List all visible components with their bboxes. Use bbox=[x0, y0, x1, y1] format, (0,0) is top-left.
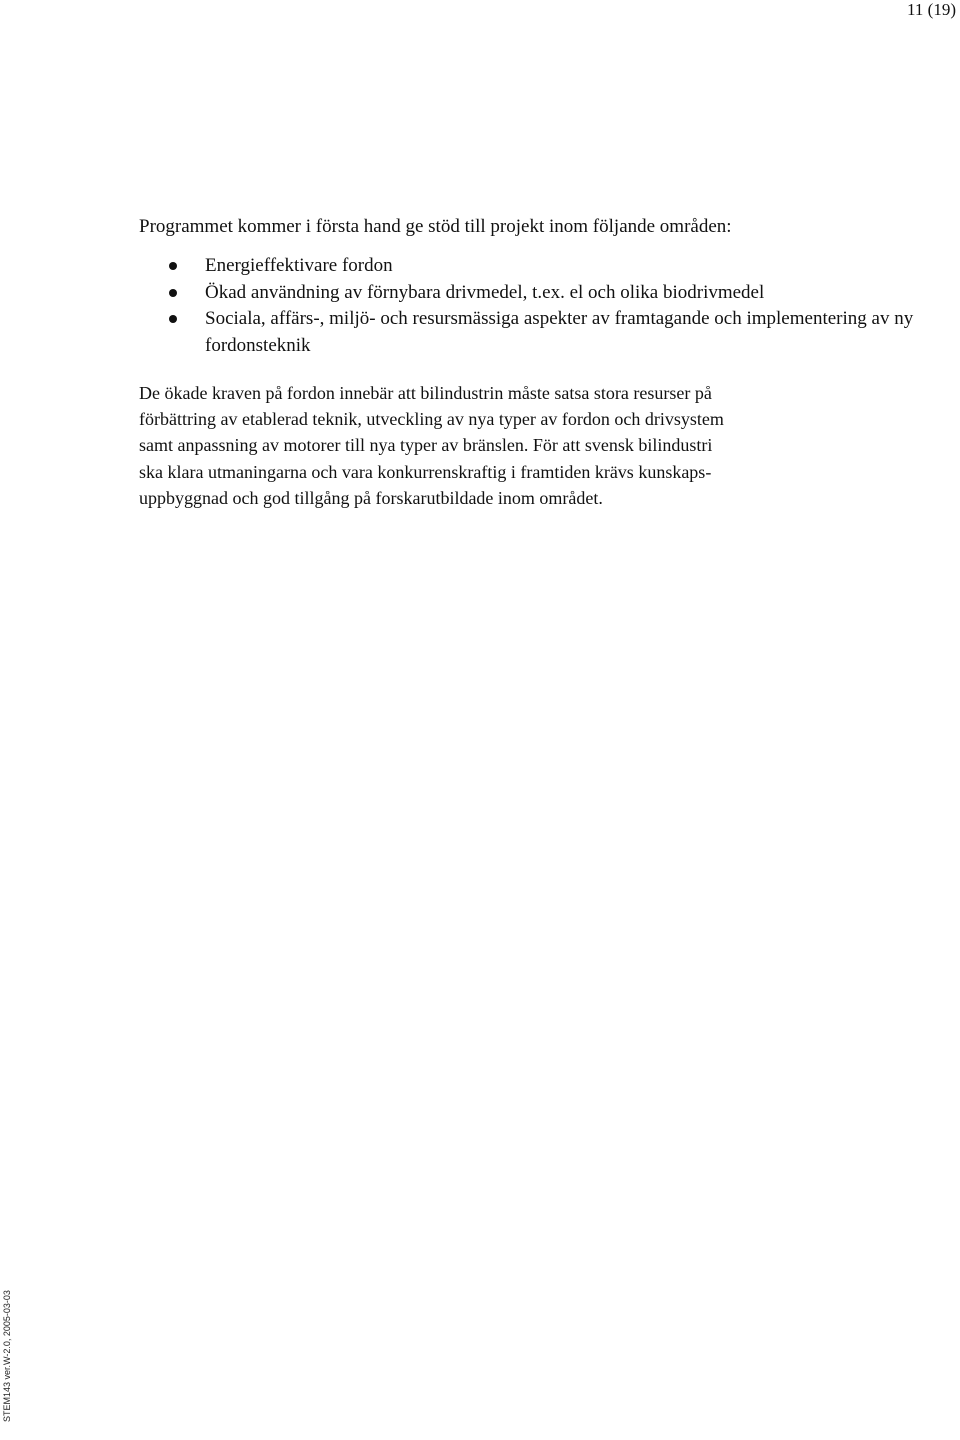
paragraph-line: ska klara utmaningarna och vara konkurrenskraftig i framtiden krävs kunskaps- bbox=[139, 461, 712, 482]
bullet-icon bbox=[169, 315, 177, 323]
paragraph-line: förbättring av etablerad teknik, utveckling av nya typer av fordon och drivsystem bbox=[139, 409, 724, 430]
list-item-text: Energieffektivare fordon bbox=[205, 255, 393, 276]
page-number: 11 (19) bbox=[907, 0, 956, 19]
paragraph-line: De ökade kraven på fordon innebär att bilindustrin måste satsa stora resurser på bbox=[139, 383, 712, 403]
intro-text: Programmet kommer i första hand ge stöd till projekt inom följande områden: bbox=[139, 216, 732, 237]
version-stamp: STEM143 ver.W-2.0, 2005-03-03 bbox=[2, 1290, 12, 1422]
list-item bbox=[139, 253, 939, 280]
list-item bbox=[139, 280, 939, 307]
bullet-list bbox=[139, 253, 939, 359]
paragraph-line: uppbyggnad och god tillgång på forskarutbildade inom området. bbox=[139, 487, 603, 508]
list-item-text: Ökad användning av förnybara drivmedel, t.ex. el och olika biodrivmedel bbox=[205, 281, 765, 303]
paragraph-line: samt anpassning av motorer till nya typer av bränslen. För att svensk bilindustri bbox=[139, 435, 713, 456]
list-item bbox=[139, 306, 939, 359]
bullet-icon bbox=[169, 289, 177, 297]
list-item-text: Sociala, affärs-, miljö- och resursmässiga aspekter av framtagande och implementering av ny fordonsteknik bbox=[205, 308, 914, 356]
bullet-icon bbox=[169, 262, 177, 270]
body-paragraph bbox=[139, 380, 919, 511]
